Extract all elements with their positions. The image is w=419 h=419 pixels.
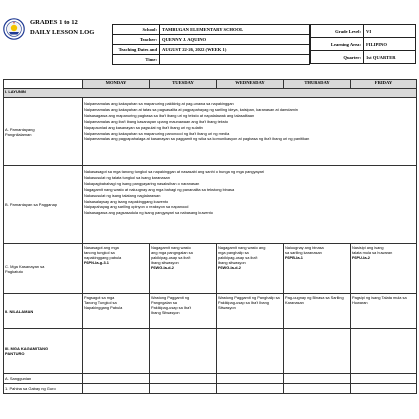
kasanayan-monday <box>83 244 150 294</box>
cell-line: Naiuugnay ang binasa <box>285 245 324 250</box>
row-kagamitang-panturo <box>4 329 417 374</box>
row-label-sanggunian: A. Sanggunian <box>4 374 83 384</box>
sanggunian-friday <box>351 374 417 384</box>
kasanayan-thursday <box>284 244 351 294</box>
cell-line: Nasasagot ang mga <box>84 245 119 250</box>
day-header-wednesday: WEDNESDAY <box>217 80 284 89</box>
nilalaman-thursday <box>284 294 351 329</box>
grade-level-label: Grade Level: <box>311 25 364 38</box>
cell-line: Nagagamit nang wasto <box>151 245 191 250</box>
quarter-label: Quarter: <box>311 51 364 64</box>
cell-line: Nagagamit nang wasto ang <box>218 245 266 250</box>
pahina-tuesday <box>150 384 217 394</box>
content-line: Nakasusulat ng talata tungkol sa isang karanasan <box>84 174 170 180</box>
sanggunian-wednesday <box>217 374 284 384</box>
competency-code: F6WG-Ia-d-2 <box>218 264 241 270</box>
row-label-line: III. MGA KAGAMITANG <box>5 346 49 351</box>
row-label-line: Pagkatuto <box>5 268 24 274</box>
cell-line: Pag-uugnay ng Binasa sa Sariling <box>285 295 344 300</box>
school-label: School: <box>113 25 160 35</box>
row-label-nilalaman: II. NILALAMAN <box>4 294 83 329</box>
competency-code: F6WG-Ia-d-2 <box>151 264 174 270</box>
cell-line: Pagsipi ng isang Talata mula sa <box>352 295 407 300</box>
content-line: Naipamamalas ang kakayahan at tatas sa pagsasalita at pagpapahayag ng sariling ideya, kaisipan, karanasan at damdamin <box>84 106 298 112</box>
day-header-thursday: THURSDAY <box>284 80 351 89</box>
teacher-label: Teacher: <box>113 35 160 45</box>
kagamitan-friday <box>351 329 417 374</box>
cell-line: tanong tungkol sa <box>84 249 115 255</box>
row-label-line: PANTURO <box>5 351 25 356</box>
header-info-right <box>310 24 416 64</box>
school-value: TAMBUGAN ELEMENTARY SCHOOL <box>160 25 310 35</box>
cell-line: Sitwasyon <box>218 304 236 310</box>
row-pahina-gabay-guro <box>4 384 417 394</box>
cell-line: Pagsagot sa mga <box>84 295 115 300</box>
cell-line: Karanasan <box>285 299 304 305</box>
teaching-dates-label: Teaching Dates and <box>113 45 160 55</box>
cell-line: Pakikipag-usap sa Iba't Ibang <box>218 299 269 305</box>
content-line: Naipamamalas ang pagpapahalaga at kasanayan sa paggamit ng wika sa komunikasyon at pagbasa ng iba't ibang uri ng panitikan <box>84 136 310 142</box>
cell-line: Huwaran <box>352 299 368 305</box>
cell-line: talata mula sa huwaran <box>352 249 393 255</box>
row-label-pamantayang-pangnilalaman <box>4 98 83 166</box>
row-label-kasanayan-sa-pagkatuto <box>4 244 83 294</box>
row-label-pamantayan-sa-pagganap: B. Pamantayan sa Pagganap <box>4 166 83 244</box>
cell-line: mga panghalip sa <box>218 249 249 255</box>
corner-cell <box>4 80 83 89</box>
pamantayang-pangnilalaman-content <box>83 98 417 166</box>
kagamitan-thursday <box>284 329 351 374</box>
cell-line: Wastong Paggamit ng Panghalip sa <box>218 295 280 300</box>
row-label-pahina-gabay-guro: 1. Pahina sa Gabay ng Guro <box>4 384 83 394</box>
kasanayan-friday <box>351 244 417 294</box>
row-nilalaman <box>4 294 417 329</box>
kagamitan-tuesday <box>150 329 217 374</box>
kagamitan-wednesday <box>217 329 284 374</box>
cell-line: Nasisipi ang isang <box>352 245 384 250</box>
content-line: Naisasalaysay ang isang napakinggang kuwento <box>84 198 169 204</box>
day-header-friday: FRIDAY <box>351 80 417 89</box>
day-header-monday: MONDAY <box>83 80 150 89</box>
nilalaman-tuesday <box>150 294 217 329</box>
content-line: Naisasagawa ang pagsasadula ng isang pangyayari sa nabasang kuwento <box>84 210 213 216</box>
document-title-line-1: GRADES 1 to 12 <box>30 19 78 26</box>
row-label-line: Pangnilalaman <box>5 131 32 137</box>
kasanayan-tuesday <box>150 244 217 294</box>
sanggunian-tuesday <box>150 374 217 384</box>
cell-line: Pakikipag-usap sa Iba't <box>151 304 192 310</box>
kagamitan-monday <box>83 329 150 374</box>
row-label-kagamitang-panturo <box>4 329 83 374</box>
content-line: Naisasagawa ang mapanuring pagbasa sa iba't ibang uri ng teksto at napalalawak ang talasalitaan <box>84 112 255 118</box>
learning-area-value: FILIPINO <box>364 38 416 51</box>
cell-line: Ibang Sitwasyon <box>151 309 180 315</box>
sanggunian-monday <box>83 374 150 384</box>
teacher-value: QUENNY J. AQUINO <box>160 35 310 45</box>
pahina-thursday <box>284 384 351 394</box>
cell-line: ang mga pangngalan sa <box>151 249 193 255</box>
row-label-line: A. Pamantayang <box>5 126 35 132</box>
time-value <box>160 55 310 65</box>
cell-line: sa sariling karanasan <box>285 249 322 255</box>
content-line: Napapaunlad ang kasanayan sa pagsulat ng iba't ibang uri ng sulatin <box>84 124 203 130</box>
content-line: Naipamamalas ang kakayahan sa mapanuring pakikinig at pag-unawa sa napakinggan <box>84 101 234 106</box>
cell-line: pakikipag-usap sa iba't <box>218 254 258 260</box>
content-line: Naipapahayag ang sariling opinyon o reaksyon sa napanood <box>84 204 189 210</box>
content-line: Naipamamalas ang iba't ibang kasanayan upang maunawaan ang iba't ibang teksto <box>84 118 229 124</box>
cell-line: ibang sitwasyon <box>218 259 246 265</box>
cell-line: ibang sitwasyon <box>151 259 179 265</box>
cell-line: Napakinggang Pabula <box>84 304 123 310</box>
content-line: Nakasasagot sa mga tanong tungkol sa napakinggan at nasasabi ang sanhi o bunga ng mga pangyayari <box>84 169 264 174</box>
content-line: Nakapagbabahagi ng isang pangyayaring nasaksihan o naranasan <box>84 180 200 186</box>
cell-line: Pangngalan sa <box>151 299 177 305</box>
pahina-wednesday <box>217 384 284 394</box>
row-sanggunian <box>4 374 417 384</box>
section-layunin-row <box>4 89 417 98</box>
pahina-monday <box>83 384 150 394</box>
cell-line: Wastong Paggamit ng <box>151 295 190 300</box>
row-label-line: C. Mga Kasanayan sa <box>5 263 45 269</box>
learning-area-label: Learning Area: <box>311 38 364 51</box>
quarter-value: 1st QUARTER <box>364 51 416 64</box>
cell-line: Tanong Tungkol sa <box>84 299 117 305</box>
competency-code: F6PB-Ia-1 <box>285 254 303 260</box>
day-header-tuesday: TUESDAY <box>150 80 217 89</box>
cell-line: napakinggang pabula <box>84 254 122 260</box>
sanggunian-thursday <box>284 374 351 384</box>
time-label: Time: <box>113 55 160 65</box>
document-title <box>30 18 94 38</box>
content-line: Naipamamalas ang kakayahan sa mapanuring panonood ng iba't ibang uri ng media <box>84 130 230 136</box>
nilalaman-friday <box>351 294 417 329</box>
cell-line: pakikipag-usap sa iba't <box>151 254 191 260</box>
content-line: Nagagamit nang wasto at naiuugnay ang mga bahagi ng pananalita sa tekstong binasa <box>84 186 235 192</box>
row-pamantayang-pangnilalaman <box>4 98 417 166</box>
content-line: Nakasusulat ng isang talatang naglalarawan <box>84 192 161 198</box>
row-pamantayan-sa-pagganap <box>4 166 417 244</box>
teaching-dates-value: AUGUST 22-26, 2022 (WEEK 1) <box>160 45 310 55</box>
section-layunin: I. LAYUNIN <box>4 89 417 98</box>
row-kasanayan-sa-pagkatuto <box>4 244 417 294</box>
deped-seal-logo <box>3 18 25 40</box>
document-title-line-2: DAILY LESSON LOG <box>30 29 95 36</box>
kasanayan-wednesday <box>217 244 284 294</box>
nilalaman-wednesday <box>217 294 284 329</box>
header-info-left <box>112 24 310 65</box>
competency-code: F6PU-Ia-2 <box>352 254 370 260</box>
nilalaman-monday <box>83 294 150 329</box>
competency-code: F6PN-Ia-g-3.1 <box>84 259 109 265</box>
lesson-log-table <box>3 79 417 394</box>
days-header-row <box>4 80 417 89</box>
pahina-friday <box>351 384 417 394</box>
pamantayan-sa-pagganap-content <box>83 166 417 244</box>
grade-level-value: VI <box>364 25 416 38</box>
